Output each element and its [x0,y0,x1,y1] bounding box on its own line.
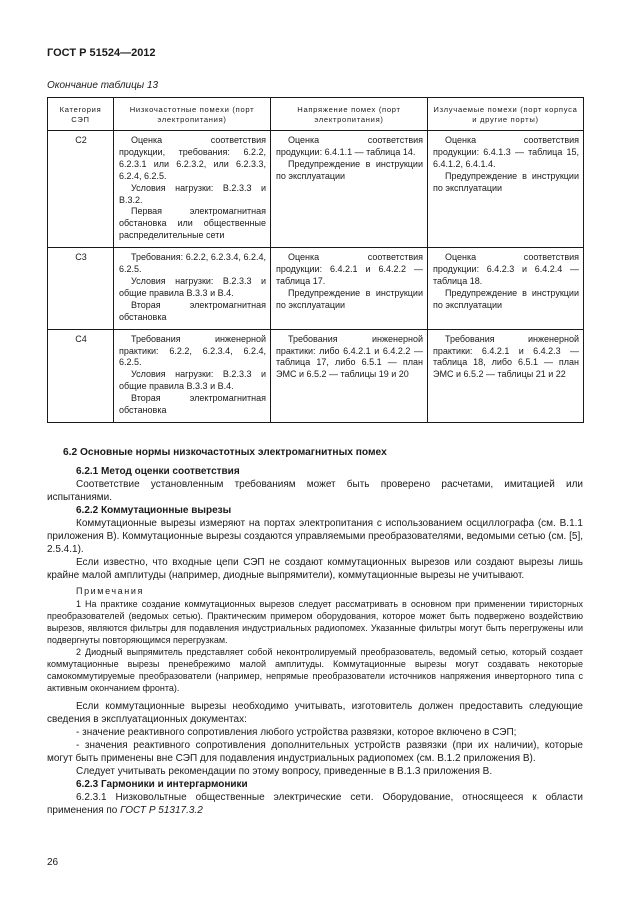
cell-paragraph: Вторая электромагнитная обстановка [119,299,266,322]
section-heading-6-2-1: 6.2.1 Метод оценки соответствия [76,466,240,477]
cell-paragraph: Требования инженерной практики: либо 6.4.2.1 и 6.4.2.2 — таблица 17, либо 6.5.1 — план ЭМС и 6.5.2 — таблицы 19 и 20 [276,333,423,380]
cell-paragraph: Требования: 6.2.2, 6.2.3.4, 6.2.4, 6.2.5. [119,252,266,275]
requirement-cell [114,329,271,422]
document-header: ГОСТ Р 51524—2012 [47,47,156,59]
standard-reference: ГОСТ Р 51317.3.2 [120,805,203,816]
requirement-cell [271,131,428,248]
table-caption: Окончание таблицы 13 [47,80,159,91]
body-text [47,446,583,817]
list-item: - значение реактивного сопротивления любого устройства развязки, которое включено в СЭП; [76,727,517,738]
cell-paragraph: Условия нагрузки: В.2.3.3 и общие правила В.3.3 и В.4. [119,275,266,298]
col-header-conducted: Напряжение помех (порт электропитания) [271,98,428,131]
paragraph-text: 6.2.3.1 Низковольтные общественные электрические сети. Оборудование, относящееся к области применения по [47,792,583,816]
paragraph: Если коммутационные вырезы необходимо учитывать, изготовитель должен предоставить следующие сведения в эксплуатационных документах: [47,701,583,725]
col-header-radiated: Излучаемые помехи (порт корпуса и другие порты) [428,98,584,131]
cell-paragraph: Требования инженерной практики: 6.2.2, 6.2.3.4, 6.2.4, 6.2.5. [119,333,266,368]
requirement-cell [271,329,428,422]
col-header-category: Категория СЭП [48,98,114,131]
cell-paragraph: Вторая электромагнитная обстановка [119,393,266,416]
requirement-cell [114,248,271,329]
cell-paragraph: Требования инженерной практики: 6.4.2.1 и 6.4.2.3 — таблица 18, либо 6.5.1 — план ЭМС и 6.5.2 — таблицы 21 и 22 [433,333,579,380]
table-header-row [48,98,584,131]
note-1: 1 На практике создание коммутационных вырезов следует рассматривать в основном при применении тиристорных преобразователей (ведомых сетью). Практическим примером оборудования, которое может быть подвержено воздействию вырезов, являются фильтры для подавления индустриальных радиопомех. Указанные фильтры могут быть перегружены или подвергнуты повторяющимся перегрузкам. [47,599,583,645]
paragraph: Коммутационные вырезы измеряют на портах электропитания с использованием осциллографа (см. В.1.1 приложения В). Коммутационные вырезы создаются управляемыми преобразователями, ведомыми сетью (см. [5], 2.5.4.1). [47,518,583,555]
list-item: - значения реактивного сопротивления дополнительных устройств развязки (при их наличии), которые могут быть применены вне СЭП для подавления индустриальных радиопомех (см. В.1.2 приложения В). [47,740,583,764]
cell-paragraph: Предупреждение в инструкции по эксплуатации [433,170,579,193]
cell-paragraph: Условия нагрузки: В.2.3.3 и общие правила В.3.3 и В.4. [119,369,266,392]
paragraph: Следует учитывать рекомендации по этому вопросу, приведенные в В.1.3 приложения В. [76,766,493,777]
cell-paragraph: Предупреждение в инструкции по эксплуатации [276,158,423,181]
cell-paragraph: Предупреждение в инструкции по эксплуатации [276,287,423,310]
requirement-cell [114,131,271,248]
cell-paragraph: Оценка соответствия продукции: 6.4.2.1 и 6.4.2.2 — таблица 17. [276,252,423,286]
section-heading-6-2: 6.2 Основные нормы низкочастотных электромагнитных помех [63,447,387,458]
cell-paragraph: Первая электромагнитная обстановка или общественные распределительные сети [119,206,266,241]
category-cell: С4 [48,329,114,422]
page-number: 26 [47,857,59,868]
cell-paragraph: Оценка соответствия продукции: 6.4.1.3 — таблица 15, 6.4.1.2, 6.4.1.4. [433,135,579,169]
paragraph [47,791,583,817]
cell-paragraph: Предупреждение в инструкции по эксплуатации [433,287,579,310]
paragraph: Соответствие установленным требованиям может быть проверено расчетами, имитацией или испытаниями. [47,479,583,503]
table-row [48,248,584,329]
norms-table [47,97,584,423]
requirement-cell [428,329,584,422]
category-cell: С3 [48,248,114,329]
cell-paragraph: Оценка соответствия продукции, требования: 6.2.2, 6.2.3.1 или 6.2.3.2, или 6.2.3.3, 6.2.4, 6.2.5. [119,135,266,181]
table-row [48,131,584,248]
table-body [48,131,584,423]
section-heading-6-2-2: 6.2.2 Коммутационные вырезы [76,505,232,516]
requirement-cell [428,131,584,248]
cell-paragraph: Условия нагрузки: В.2.3.3 и В.3.2. [119,182,266,205]
cell-paragraph: Оценка соответствия продукции: 6.4.1.1 — таблица 14. [276,135,423,157]
note-2: 2 Диодный выпрямитель представляет собой неконтролируемый преобразователь, ведомый сетью, который создает коммутационные вырезы пренебрежимо малой амплитуды. Коммутационные вырезы могут создавать некоторые самокоммутируемые преобразователи (например, непрямые преобразователи источников напряжения инверторного типа с активным окончанием фронта). [47,647,583,693]
requirement-cell [271,248,428,329]
paragraph: Если известно, что входные цепи СЭП не создают коммутационных вырезов или создают вырезы лишь крайне малой амплитуды (например, диодные выпрямители), коммутационные вырезы не учитывают. [47,557,583,581]
category-cell: С2 [48,131,114,248]
section-heading-6-2-3: 6.2.3 Гармоники и интергармоники [76,779,248,790]
cell-paragraph: Оценка соответствия продукции: 6.4.2.3 и 6.4.2.4 — таблица 18. [433,252,579,286]
col-header-low-frequency: Низкочастотные помехи (порт электропитания) [114,98,271,131]
table-row [48,329,584,422]
requirement-cell [428,248,584,329]
notes-title: Примечания [76,586,144,596]
